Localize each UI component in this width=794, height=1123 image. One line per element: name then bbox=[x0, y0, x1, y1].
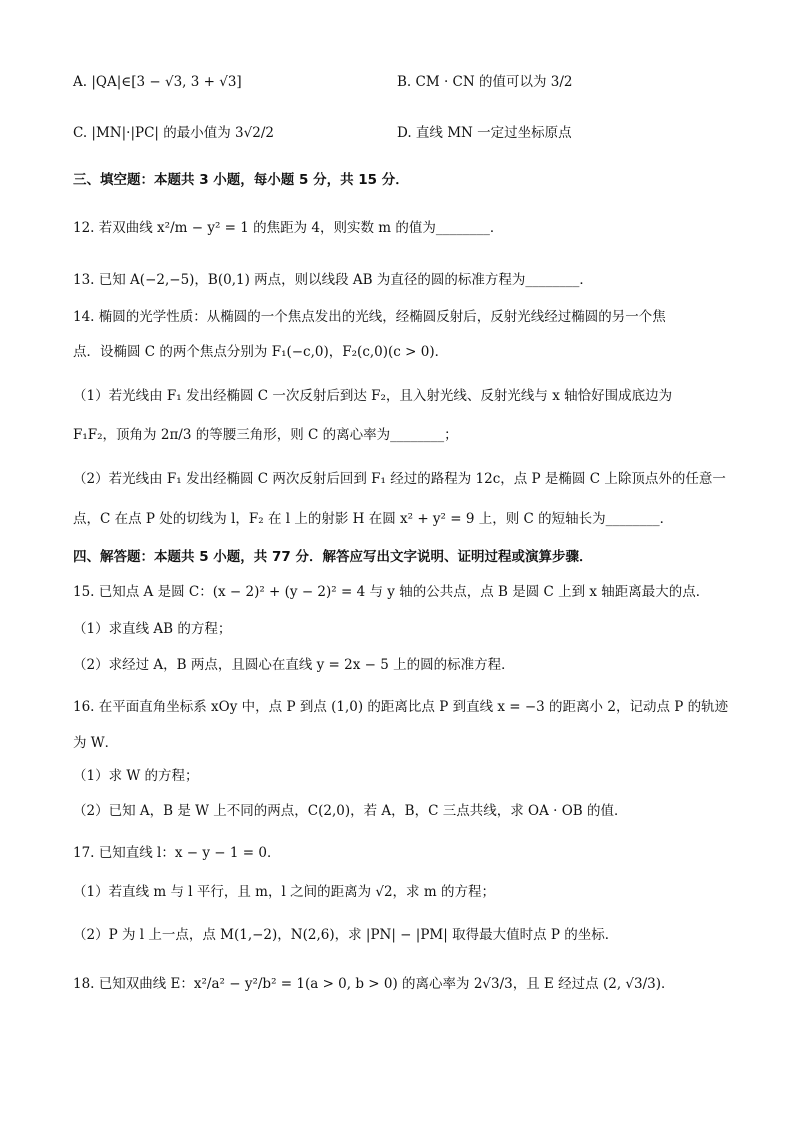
option-d: D. 直线 MN 一定过坐标原点 bbox=[397, 125, 572, 141]
question-16-line-1: 16. 在平面直角坐标系 xOy 中，点 P 到点 (1,0) 的距离比点 P 到直线 x = −3 的距离小 2，记动点 P 的轨迹 bbox=[73, 699, 729, 715]
section-3-heading: 三、填空题：本题共 3 小题，每小题 5 分，共 15 分． bbox=[73, 172, 409, 188]
question-14-part-2-line-2: 点，C 在点 P 处的切线为 l，F₂ 在 l 上的射影 H 在圆 x² + y² = 9 上，则 C 的短轴长为________． bbox=[73, 511, 674, 527]
question-14-line-2: 点．设椭圆 C 的两个焦点分别为 F₁(−c,0)，F₂(c,0)(c > 0)． bbox=[73, 344, 449, 360]
question-14-part-2-line-1: （2）若光线由 F₁ 发出经椭圆 C 两次反射后回到 F₁ 经过的路程为 12c，点 P 是椭圆 C 上除顶点外的任意一 bbox=[73, 471, 726, 487]
option-b: B. CM · CN 的值可以为 3/2 bbox=[397, 74, 573, 90]
question-17: 17. 已知直线 l：x − y − 1 = 0． bbox=[73, 845, 281, 861]
question-15: 15. 已知点 A 是圆 C：(x − 2)² + (y − 2)² = 4 与 y 轴的公共点，点 B 是圆 C 上到 x 轴距离最大的点． bbox=[73, 584, 710, 600]
question-18: 18. 已知双曲线 E：x²/a² − y²/b² = 1(a > 0, b > 0) 的离心率为 2√3/3，且 E 经过点 (2, √3/3)． bbox=[73, 976, 675, 992]
question-13: 13. 已知 A(−2,−5)，B(0,1) 两点，则以线段 AB 为直径的圆的标准方程为________． bbox=[73, 272, 593, 288]
question-17-part-1: （1）若直线 m 与 l 平行，且 m，l 之间的距离为 √2，求 m 的方程； bbox=[73, 884, 495, 900]
question-14-line-1: 14. 椭圆的光学性质：从椭圆的一个焦点发出的光线，经椭圆反射后，反射光线经过椭圆的另一个焦 bbox=[73, 309, 666, 325]
question-15-part-2: （2）求经过 A，B 两点，且圆心在直线 y = 2x − 5 上的圆的标准方程． bbox=[73, 657, 515, 673]
question-14-part-1-line-1: （1）若光线由 F₁ 发出经椭圆 C 一次反射后到达 F₂，且入射光线、反射光线与 x 轴恰好围成底边为 bbox=[73, 388, 673, 404]
question-15-part-1: （1）求直线 AB 的方程； bbox=[73, 621, 232, 637]
question-16-part-1: （1）求 W 的方程； bbox=[73, 768, 199, 784]
option-c: C. |MN|·|PC| 的最小值为 3√2/2 bbox=[73, 125, 274, 141]
question-17-part-2: （2）P 为 l 上一点，点 M(1,−2)，N(2,6)，求 |PN| − |PM| 取得最大值时点 P 的坐标． bbox=[73, 927, 619, 943]
option-a: A. |QA|∈[3 − √3, 3 + √3] bbox=[73, 74, 242, 90]
question-16-line-2: 为 W． bbox=[73, 735, 119, 751]
question-14-part-1-line-2: F₁F₂，顶角为 2π/3 的等腰三角形，则 C 的离心率为________； bbox=[73, 427, 458, 443]
question-12: 12. 若双曲线 x²/m − y² = 1 的焦距为 4，则实数 m 的值为________． bbox=[73, 220, 504, 236]
question-16-part-2: （2）已知 A，B 是 W 上不同的两点，C(2,0)，若 A，B，C 三点共线，求 OA · OB 的值． bbox=[73, 803, 628, 819]
section-4-heading: 四、解答题：本题共 5 小题，共 77 分．解答应写出文字说明、证明过程或演算步骤． bbox=[73, 549, 593, 565]
